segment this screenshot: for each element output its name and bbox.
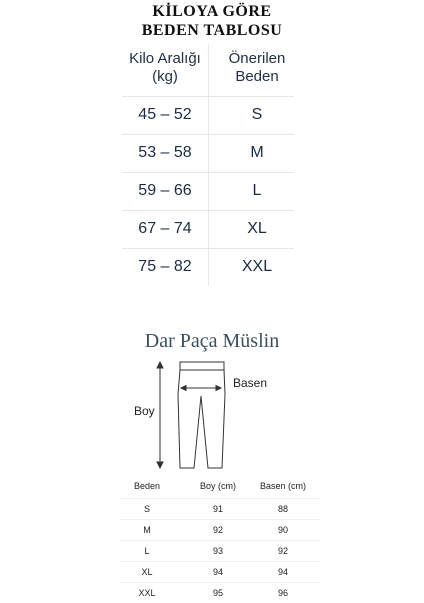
size-cell: XXL — [241, 258, 273, 275]
size-cell: M — [143, 525, 151, 535]
size-cell: XL — [141, 567, 153, 577]
waist-cell: 90 — [277, 525, 288, 535]
length-cell: 95 — [212, 588, 223, 598]
waist-cell: 92 — [277, 546, 288, 556]
weight-range-cell: 59 – 66 — [138, 182, 192, 199]
page-title-line-2: BEDEN TABLOSU — [141, 22, 283, 39]
size-cell: M — [250, 144, 264, 161]
table-row — [120, 498, 320, 519]
recommended-size-header-line-1: Önerilen — [228, 50, 286, 67]
table-row — [122, 96, 294, 134]
size-cell: L — [144, 546, 150, 556]
weight-range-cell: 75 – 82 — [138, 258, 192, 275]
weight-range-cell: 45 – 52 — [138, 106, 192, 123]
pants-outline-icon — [178, 362, 225, 468]
waist-label: Basen — [233, 376, 268, 390]
product-name: Dar Paça Müslin — [144, 330, 280, 352]
measurement-table — [120, 476, 320, 603]
waist-header: Basen (cm) — [259, 481, 306, 491]
length-cell: 91 — [212, 504, 223, 514]
table-row — [122, 172, 294, 210]
size-cell: XL — [247, 220, 267, 237]
waist-arrow-icon — [181, 386, 221, 391]
table-row — [122, 248, 294, 286]
size-cell: S — [251, 106, 263, 123]
waist-cell: 96 — [277, 588, 288, 598]
weight-range-header-line-1: Kilo Aralığı — [129, 50, 201, 67]
weight-size-table — [122, 44, 294, 286]
table-row — [120, 519, 320, 540]
weight-range-header-line-2: (kg) — [152, 68, 178, 85]
size-cell: L — [252, 182, 262, 199]
weight-range-cell: 53 – 58 — [138, 144, 192, 161]
length-header: Boy (cm) — [200, 481, 236, 491]
size-header: Beden — [133, 481, 161, 491]
page-title-line-1: KİLOYA GÖRE — [152, 3, 272, 20]
length-label: Boy — [134, 404, 155, 418]
table-row — [122, 134, 294, 172]
table-row — [120, 540, 320, 561]
waist-cell: 88 — [277, 504, 288, 514]
length-arrow-icon — [157, 362, 163, 468]
waist-cell: 94 — [277, 567, 288, 577]
table-row — [120, 561, 320, 582]
weight-range-header — [122, 50, 208, 86]
recommended-size-header — [214, 50, 300, 86]
table-row — [122, 210, 294, 248]
length-cell: 94 — [212, 567, 223, 577]
recommended-size-header-line-2: Beden — [235, 68, 279, 85]
weight-range-cell: 67 – 74 — [138, 220, 192, 237]
size-cell: S — [143, 504, 150, 514]
length-cell: 93 — [212, 546, 223, 556]
size-cell: XXL — [138, 588, 156, 598]
length-cell: 92 — [212, 525, 223, 535]
table-header — [120, 476, 320, 498]
pants-diagram — [150, 360, 240, 472]
table-header — [122, 44, 294, 96]
